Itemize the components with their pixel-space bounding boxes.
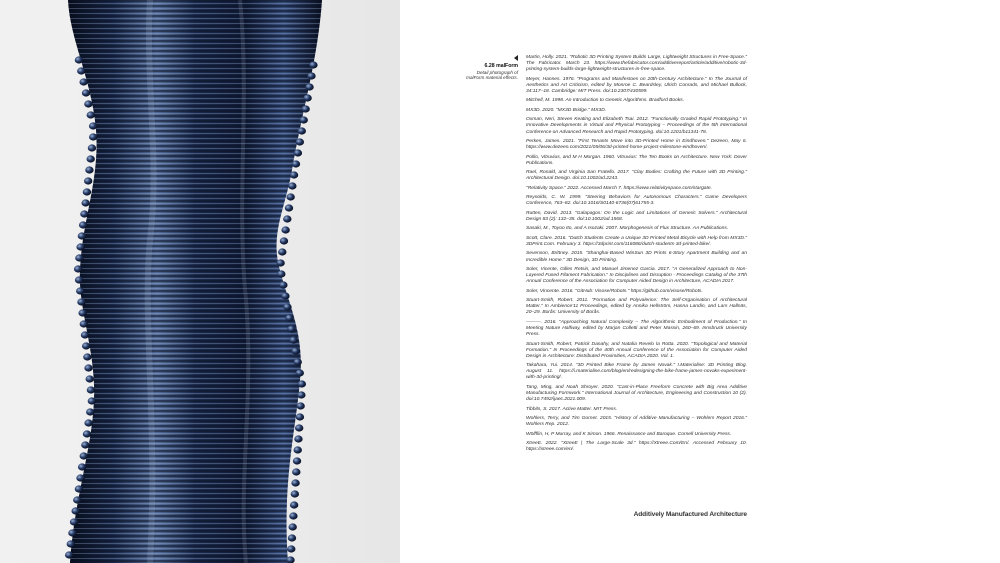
- bead: [84, 100, 92, 107]
- bead: [296, 402, 304, 409]
- bead: [84, 419, 92, 426]
- reference-entry: Perkes, James. 2021. "First Tenants Move into 3D-Printed Home in Eindhoven." Dezeen, May 6. https://www.dezeen.com/2021/05/06/3d-printed-home-project-milestone-eindhoven/.: [526, 138, 747, 151]
- bead: [285, 204, 293, 211]
- bead: [280, 237, 288, 244]
- bead: [65, 551, 73, 558]
- reference-entry: Oxman, Neri, Steven Keating and Elizabeth Tsai. 2012. "Functionally Graded Rapid Prototyping." In Innovative Developments in Virtual and Physical Prototyping – Proceedings of the 5th International Conference on Advanced Research and Rapid Prototyping. doi:10.1201/b11341-78.: [526, 117, 747, 135]
- bead: [86, 155, 94, 162]
- bead: [87, 111, 95, 118]
- bead: [78, 232, 86, 239]
- bead: [279, 281, 287, 288]
- bead: [290, 501, 298, 508]
- bead: [288, 182, 296, 189]
- bead: [307, 72, 315, 79]
- bead: [283, 215, 291, 222]
- reference-entry: Mitchell, M. 1998. An Introduction to Genetic Algorithms. Bradford Books.: [526, 98, 685, 104]
- bead: [292, 468, 300, 475]
- bead: [80, 210, 88, 217]
- malform-object-image: [0, 0, 400, 563]
- reference-entry: Rael, Ronald, and Virginia San Fratello. 2017. "Clay Bodies: Crafting the Future with 3D Printing." Architectural Design. doi:10.1002/ad.2243.: [526, 170, 747, 182]
- bead: [301, 105, 309, 112]
- references-list: [526, 55, 747, 457]
- bead: [84, 364, 92, 371]
- caption-line-2: malForm material effects.: [466, 75, 518, 81]
- bead: [83, 353, 91, 360]
- bead: [88, 397, 96, 404]
- reference-entry: Sasaki, M., Toyoo Ito, and A Isozaki. 2007. Morphogenesis of Flux Structure. AA Publications.: [526, 226, 729, 232]
- bead: [79, 221, 87, 228]
- bead: [294, 435, 302, 442]
- bead: [294, 446, 302, 453]
- bead: [296, 413, 304, 420]
- bead: [305, 83, 313, 90]
- reference-entry: Martin, Holly. 2021. "Robotic 3D Printing System Builds Large, Lightweight Structures in Free-Space." The Fabricator. March 23. https://www.thefabricator.com/additivereport/article/additive/robotic-3d-printing-system-builds-large-lightweight-structures-in-free-space.: [526, 55, 747, 73]
- bead: [77, 67, 85, 74]
- bead: [86, 408, 94, 415]
- bead: [300, 116, 308, 123]
- bead: [71, 507, 79, 514]
- bead: [78, 309, 86, 316]
- bead: [291, 490, 299, 497]
- bead: [86, 375, 94, 382]
- reference-entry: ———. 2016. "Approaching Natural Complexity – The Algorithmic Embodiment of Production." In Meeting Nature Halfway, edited by Marjan Colletti and Peter Massin, 260–69. Innsbruck University Press.: [526, 319, 747, 338]
- bead: [294, 149, 302, 156]
- bead: [276, 259, 284, 266]
- reference-entry: Pollio, Vitruvius, and M H Morgan. 1960. Vitruvius: The Ten Books on Architecture. New York: Dover Publications.: [526, 154, 747, 166]
- bead: [298, 127, 306, 134]
- bead: [283, 303, 291, 310]
- bead: [291, 479, 299, 486]
- detail-photograph: [0, 0, 400, 563]
- bead: [83, 188, 91, 195]
- reference-entry: MX3D. 2020. "MX3D Bridge." MX3D.: [526, 107, 607, 113]
- bead: [288, 534, 296, 541]
- reference-entry: Sevenson, Brittney. 2015. "Shanghai-Based WinSun 3D Prints 6-Story Apartment Building and an Incredible Home." 3D Design, 3D Printing.: [526, 251, 747, 263]
- reference-entry: Reynolds, C. W. 1999. "Steering Behaviors for Autonomous Characters." Game Developers Conference, 763–82. doi:10.1016/S0140-6736(07)61755-3.: [526, 195, 747, 207]
- reference-entry: XtreeE. 2022. "XtreeE | The Large-Scale 3d." https://Xtreee.Com/En/. Accessed February 10. https://xtreee.com/en/.: [526, 441, 747, 453]
- bead: [297, 391, 305, 398]
- bead: [80, 320, 88, 327]
- bead: [89, 133, 97, 140]
- bead: [287, 545, 295, 552]
- reference-entry: Tibbits, S. 2017. Active Matter. MIT Press.: [526, 406, 618, 412]
- bead: [286, 193, 294, 200]
- bead: [289, 512, 297, 519]
- bead: [77, 298, 85, 305]
- bead: [309, 61, 317, 68]
- bead: [281, 226, 289, 233]
- reference-entry: Tang, Ming, and Noah Shroyer. 2020. "Cast-in-Place Freeform Concrete with Big Area Additive Manufacturing Formwork." International Journal of Architecture, Engineering and Construction 10 (2). doi:10.7492/ijaec.2021.009.: [526, 384, 747, 403]
- bead: [291, 347, 299, 354]
- bead: [288, 523, 296, 530]
- bead: [85, 166, 93, 173]
- bead: [277, 270, 285, 277]
- figure-number: 6.28 malForm: [484, 63, 518, 70]
- reference-entry: Takahara, Yui. 2014. "3D Printed Bike Frame by James Novak." I.Materialise: 3D Printing Blog. August 11. https://i.materialise.com/blog/en/redesigning-the-bike-frame-james-novaks-experiment-with-3d-printing/.: [526, 363, 747, 381]
- bead: [67, 540, 75, 547]
- bead: [79, 78, 87, 85]
- bead: [82, 342, 90, 349]
- bead: [75, 276, 83, 283]
- bead: [287, 325, 295, 332]
- bead: [74, 265, 82, 272]
- reference-entry: Meyer, Hannes. 1976. "Programs and Manifestoes on 20th-Century Architecture." In The Journal of Aesthetics and Art Criticism, edited by Monroe C. Beardsley, Ulrich Conrads, and Michael Bullock, 34:117–18. Cambridge: MIT Press. doi:10.2307/430599.: [526, 76, 747, 94]
- bead: [292, 160, 300, 167]
- bead: [81, 331, 89, 338]
- bead: [82, 89, 90, 96]
- reference-entry: Wölfflin, H, P Murray, and K Simon. 1966. Renaissance and Baroque. Cornell University Press.: [526, 431, 732, 437]
- bead: [88, 144, 96, 151]
- bead: [294, 358, 302, 365]
- bead: [81, 199, 89, 206]
- reference-entry: Stuart-Smith, Robert, Patrick Danahy, and Natalia Revelo la Rotta. 2020. "Topological and Material Formation." In Proceedings of the 40th Annual Conference of the Association for Computer Aided Design in Architecture: Distributed Proximities, ACADIA 2020. Vol. 1.: [526, 341, 747, 359]
- bead: [278, 248, 286, 255]
- reference-entry: Soler, Vincente. 2016. "GitHub: Visose/Robots." https://github.com/visose/Robots.: [526, 288, 703, 294]
- bead: [76, 474, 84, 481]
- bead: [81, 441, 89, 448]
- bead: [298, 380, 306, 387]
- reference-entry: Wohlers, Terry, and Tim Gornet. 2015. "History of Additive Manufacturing – Wohlers Report 2016." Wohlers Rep. 2012.: [526, 416, 747, 428]
- caption-pointer-icon: [514, 55, 518, 61]
- bead: [303, 94, 311, 101]
- reference-entry: Stuart-Smith, Robert. 2011. "Formation and Polyvalence: The Self-Organisation of Architectural Matter." In Ambience'11 Proceedings, edited by Annika Hellström, Hanna Landin, and Lars Hallnäs, 20–29. Borås: University of Borås.: [526, 298, 747, 316]
- bead: [289, 336, 297, 343]
- bead: [293, 457, 301, 464]
- bead: [296, 369, 304, 376]
- bead: [75, 254, 83, 261]
- figure-caption: [440, 55, 518, 81]
- reference-entry: Scott, Clare. 2016. "Dutch Students Create a Unique 3D Printed Metal Bicycle with Help from MX3D." 3DPrint.Com. February 3. https://3dprint.com/116086/dutch-students-3d-printed-bike/.: [526, 235, 747, 247]
- bead: [76, 243, 84, 250]
- reference-entry: "Relativity Space." 2022. Accessed March 7. https://www.relativityspace.com/stargate.: [526, 185, 712, 191]
- bead: [84, 177, 92, 184]
- bead: [295, 424, 303, 431]
- bead: [87, 386, 95, 393]
- caption-line-1: Detail photograph of: [476, 69, 518, 75]
- reference-entry: Soler, Vicente, Gilles Retsin, and Manuel Jimenez Garcia. 2017. "A Generalized Approach to Non-Layered Fused Filament Fabrication." In Disciplines and Disruption - Proceedings Catalog of the 37th Annual Conference of the Association for Computer Aided Design in Architecture, ACADIA 2017.: [526, 267, 747, 285]
- bead: [83, 430, 91, 437]
- bead: [78, 463, 86, 470]
- bead: [281, 292, 289, 299]
- bead: [89, 122, 97, 129]
- bead: [75, 56, 83, 63]
- bead: [68, 529, 76, 536]
- bead: [296, 138, 304, 145]
- bead: [75, 485, 83, 492]
- bead: [73, 496, 81, 503]
- bead: [76, 287, 84, 294]
- bead: [70, 518, 78, 525]
- reference-entry: Rutten, David. 2013. "Galapagos: On the Logic and Limitations of Generic Solvers." Architectural Design 83 (2): 132–35. doi:10.1002/ad.1568.: [526, 210, 747, 222]
- bead: [80, 452, 88, 459]
- bead: [285, 314, 293, 321]
- bead: [290, 171, 298, 178]
- running-footer-title: Additively Manufactured Architecture: [633, 511, 747, 518]
